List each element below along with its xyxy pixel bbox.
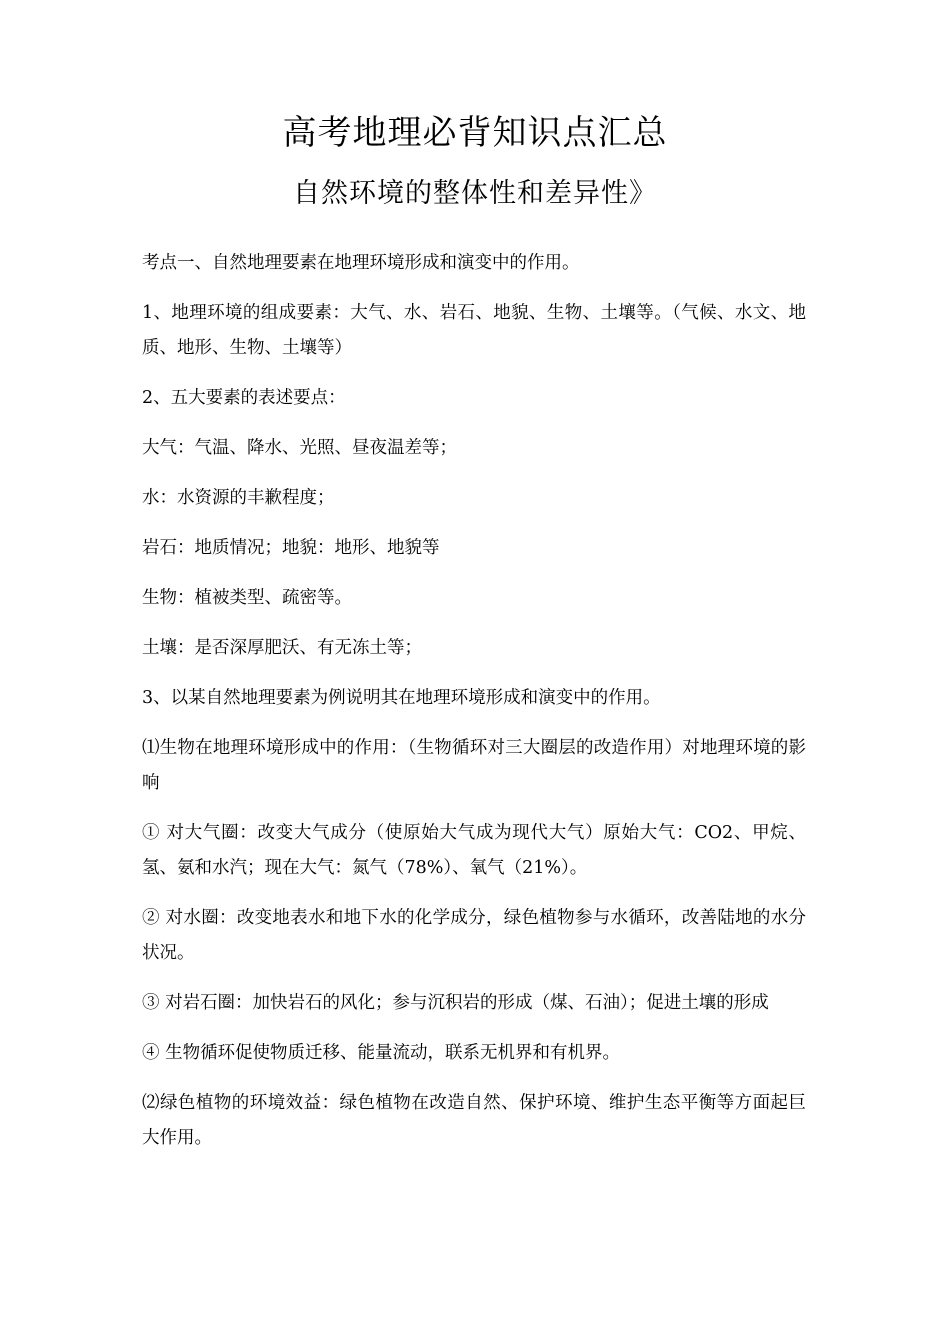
document-title: 高考地理必背知识点汇总 [282,113,668,153]
paragraph-water: 水：水资源的丰歉程度； [142,488,335,508]
paragraph-green-plants: ⑵绿色植物的环境效益：绿色植物在改造自然、保护环境、维护生态平衡等方面起巨大作用。 [142,1093,806,1148]
paragraph-example-heading: 3、以某自然地理要素为例说明其在地理环境形成和演变中的作用。 [142,688,661,708]
document-body [142,246,806,1171]
list-item-atmosphere: ① 对大气圈：改变大气成分（使原始大气成为现代大气）原始大气：CO2、甲烷、氢、氨和水汽；现在大气：氮气（78%）、氧气（21%）。 [142,823,806,878]
paragraph-components: 1、地理环境的组成要素：大气、水、岩石、地貌、生物、土壤等。（气候、水文、地质、地形、生物、土壤等） [142,303,806,358]
list-item-hydrosphere: ② 对水圈：改变地表水和地下水的化学成分，绿色植物参与水循环，改善陆地的水分状况。 [142,908,806,963]
list-item-bio-cycle: ④ 生物循环促使物质迁移、能量流动，联系无机界和有机界。 [142,1043,621,1063]
section-heading-topic-one: 考点一、自然地理要素在地理环境形成和演变中的作用。 [142,253,580,273]
list-item-lithosphere: ③ 对岩石圈：加快岩石的风化；参与沉积岩的形成（煤、石油）；促进土壤的形成 [142,993,769,1013]
paragraph-rock-landform: 岩石：地质情况；地貌：地形、地貌等 [142,538,440,558]
paragraph-soil: 土壤：是否深厚肥沃、有无冻土等； [142,638,422,658]
paragraph-key-points-heading: 2、五大要素的表述要点： [142,388,346,408]
paragraph-atmosphere: 大气：气温、降水、光照、昼夜温差等； [142,438,457,458]
paragraph-biology-role: ⑴生物在地理环境形成中的作用：（生物循环对三大圈层的改造作用）对地理环境的影响 [142,738,806,793]
paragraph-biology: 生物：植被类型、疏密等。 [142,588,352,608]
document-subtitle: 自然环境的整体性和差异性》 [293,178,657,209]
